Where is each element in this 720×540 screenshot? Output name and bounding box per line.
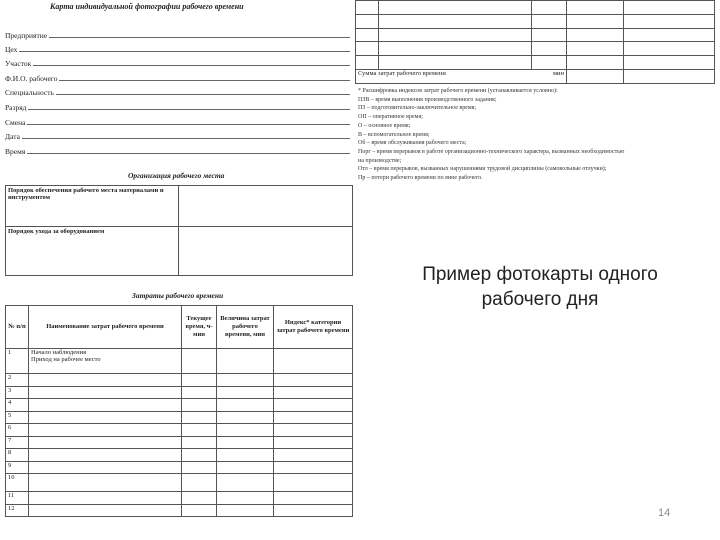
- row-index: [274, 436, 353, 449]
- index-legend: [358, 87, 703, 183]
- row-duration: [217, 436, 274, 449]
- field-date: [5, 129, 350, 141]
- row-duration: [217, 349, 274, 374]
- row-number: 10: [6, 474, 29, 492]
- caption-line: рабочего дня: [481, 289, 599, 310]
- cost-section-title: Затраты рабочего времени: [132, 291, 224, 300]
- field-label: Разряд: [5, 103, 27, 112]
- table-header-row: [6, 306, 353, 349]
- legend-line: В – вспомогательное время;: [358, 131, 430, 138]
- row-number: 12: [6, 504, 29, 517]
- row-duration: [217, 399, 274, 412]
- legend-line: О – основное время;: [358, 122, 411, 129]
- row-duration: [217, 411, 274, 424]
- col-header: № п/п: [6, 306, 29, 349]
- sum-unit: мин: [552, 69, 564, 77]
- row-activity: [29, 436, 182, 449]
- row-activity: [29, 504, 182, 517]
- table-row: [6, 424, 353, 437]
- row-current-time: [182, 424, 217, 437]
- org-row-value: [179, 227, 353, 276]
- legend-line: на производстве;: [358, 157, 402, 164]
- field-section: [5, 56, 350, 68]
- row-current-time: [182, 474, 217, 492]
- table-row: [6, 461, 353, 474]
- row-activity: [29, 461, 182, 474]
- row-activity: [29, 449, 182, 462]
- table-row: [6, 374, 353, 387]
- row-duration: [217, 386, 274, 399]
- table-row: [6, 386, 353, 399]
- row-number: 11: [6, 492, 29, 505]
- row-activity: [29, 492, 182, 505]
- row-index: [274, 504, 353, 517]
- legend-line: ОП – оперативное время;: [358, 114, 423, 121]
- field-label: Участок: [5, 59, 32, 68]
- table-row: [6, 349, 353, 374]
- org-table: [5, 185, 353, 276]
- org-row-label: Порядок обеспечения рабочего места материалами и инструментом: [6, 186, 179, 227]
- row-current-time: [182, 504, 217, 517]
- field-label: Смена: [5, 118, 26, 127]
- row-activity: [29, 424, 182, 437]
- slide-caption: [370, 262, 710, 312]
- table-row: [6, 186, 353, 227]
- col-header: Индекс* категории затрат рабочего времени: [274, 306, 353, 349]
- sum-row: [356, 69, 715, 83]
- row-current-time: [182, 374, 217, 387]
- field-specialty: [5, 85, 350, 97]
- row-duration: [217, 504, 274, 517]
- field-time: [5, 144, 350, 156]
- row-index: [274, 449, 353, 462]
- row-activity: Начало наблюдения Приход на рабочее место: [29, 349, 182, 374]
- legend-line: * Расшифровка индексов затрат рабочего времени (устанавливается условно):: [358, 88, 558, 94]
- table-row: [356, 56, 715, 70]
- row-current-time: [182, 461, 217, 474]
- col-header: Текущее время, ч-мин: [182, 306, 217, 349]
- caption-line: Пример фотокарты одного: [422, 264, 658, 285]
- legend-line: Отл – время перерывов, вызванных нарушениями трудовой дисциплины (самовольные отлучки);: [358, 166, 607, 173]
- row-index: [274, 374, 353, 387]
- row-activity: [29, 386, 182, 399]
- table-row: [6, 227, 353, 276]
- continuation-table: [355, 0, 715, 84]
- col-header: Величина затрат рабочего времени, мин: [217, 306, 274, 349]
- row-current-time: [182, 492, 217, 505]
- row-index: [274, 461, 353, 474]
- row-number: 1: [6, 349, 29, 374]
- row-number: 6: [6, 424, 29, 437]
- field-enterprise: [5, 28, 350, 40]
- org-section-title: Организация рабочего места: [128, 171, 225, 180]
- row-number: 7: [6, 436, 29, 449]
- field-shift: [5, 115, 350, 127]
- table-row: [356, 14, 715, 28]
- row-duration: [217, 424, 274, 437]
- table-row: [356, 1, 715, 15]
- row-current-time: [182, 449, 217, 462]
- field-label: Предприятие: [5, 31, 48, 40]
- row-current-time: [182, 349, 217, 374]
- row-index: [274, 424, 353, 437]
- table-row: [356, 28, 715, 42]
- row-duration: [217, 492, 274, 505]
- row-index: [274, 349, 353, 374]
- row-number: 2: [6, 374, 29, 387]
- row-number: 3: [6, 386, 29, 399]
- row-duration: [217, 374, 274, 387]
- legend-line: Об – время обслуживания рабочего места;: [358, 140, 467, 147]
- row-index: [274, 492, 353, 505]
- table-row: [6, 492, 353, 505]
- table-row: [6, 411, 353, 424]
- table-row: [6, 474, 353, 492]
- table-row: [6, 436, 353, 449]
- field-grade: [5, 100, 350, 112]
- cost-table-body: [6, 349, 353, 517]
- row-number: 4: [6, 399, 29, 412]
- field-label: Специальность: [5, 88, 54, 97]
- field-workshop: [5, 42, 350, 54]
- legend-line: Порг – время перерывов в работе организационно-технического характера, вызванных необходимостью: [358, 148, 625, 155]
- row-duration: [217, 449, 274, 462]
- row-activity: [29, 374, 182, 387]
- table-row: [6, 504, 353, 517]
- row-activity: [29, 474, 182, 492]
- table-row: [6, 449, 353, 462]
- page-number: 14: [658, 507, 671, 519]
- row-current-time: [182, 411, 217, 424]
- row-activity: [29, 411, 182, 424]
- form-title: Карта индивидуальной фотографии рабочего времени: [50, 2, 244, 11]
- row-current-time: [182, 436, 217, 449]
- row-index: [274, 474, 353, 492]
- field-label: Ф.И.О. рабочего: [5, 74, 58, 83]
- legend-line: ПЗВ – время выполнения производственного задания;: [358, 96, 497, 103]
- row-number: 5: [6, 411, 29, 424]
- field-label: Время: [5, 147, 26, 156]
- legend-line: ПЗ – подготовительно-заключительное время;: [358, 105, 477, 112]
- sum-label: Сумма затрат рабочего времени: [358, 69, 446, 77]
- field-label: Цех: [5, 45, 18, 54]
- row-index: [274, 386, 353, 399]
- field-worker-name: [5, 71, 350, 83]
- row-current-time: [182, 399, 217, 412]
- cost-table: [5, 305, 353, 517]
- row-duration: [217, 461, 274, 474]
- row-duration: [217, 474, 274, 492]
- col-header: Наименование затрат рабочего времени: [29, 306, 182, 349]
- field-label: Дата: [5, 132, 20, 141]
- row-index: [274, 399, 353, 412]
- org-row-value: [179, 186, 353, 227]
- row-activity: [29, 399, 182, 412]
- legend-line: Пр – потери рабочего времени по вине рабочего.: [358, 175, 483, 182]
- table-row: [356, 42, 715, 56]
- table-row: [6, 399, 353, 412]
- row-index: [274, 411, 353, 424]
- org-row-label: Порядок ухода за оборудованием: [6, 227, 179, 276]
- row-number: 9: [6, 461, 29, 474]
- row-number: 8: [6, 449, 29, 462]
- row-current-time: [182, 386, 217, 399]
